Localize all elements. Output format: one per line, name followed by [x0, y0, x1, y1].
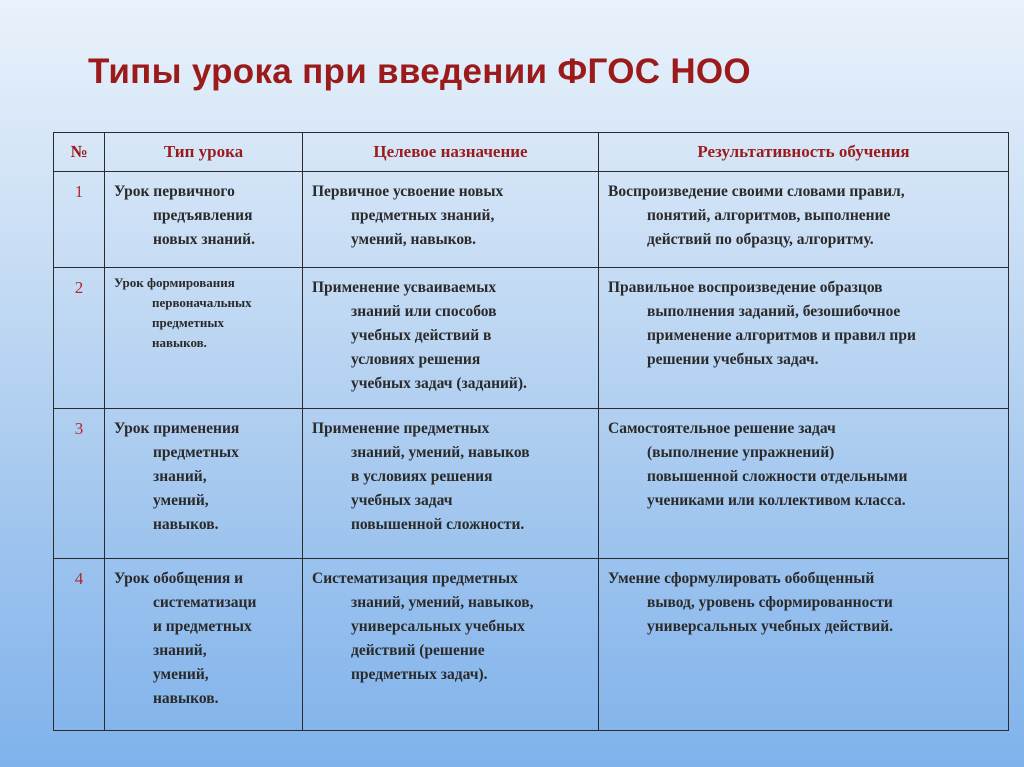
result-cell: Правильное воспроизведение образцов выполнения заданий, безошибочное применение алгоритмов и правил при решении учебных задач. [599, 268, 1009, 409]
header-lesson-type: Тип урока [105, 133, 303, 172]
table-header-row [54, 133, 1009, 172]
header-number: № [54, 133, 105, 172]
lesson-type-cell: Урок первичного предъявления новых знаний. [105, 172, 303, 268]
row-number: 4 [54, 559, 105, 731]
row-number: 2 [54, 268, 105, 409]
lesson-type-cell: Урок применения предметных знаний, умений, навыков. [105, 409, 303, 559]
lesson-type-cell: Урок обобщения и систематизаци и предметных знаний, умений, навыков. [105, 559, 303, 731]
header-result: Результативность обучения [599, 133, 1009, 172]
purpose-cell: Систематизация предметных знаний, умений, навыков, универсальных учебных действий (решение предметных задач). [303, 559, 599, 731]
table-row [54, 268, 1009, 409]
lesson-types-table [53, 132, 1009, 731]
purpose-cell: Применение усваиваемых знаний или способов учебных действий в условиях решения учебных задач (заданий). [303, 268, 599, 409]
table-row [54, 409, 1009, 559]
header-purpose: Целевое назначение [303, 133, 599, 172]
result-cell: Умение сформулировать обобщенный вывод, уровень сформированности универсальных учебных действий. [599, 559, 1009, 731]
slide-title: Типы урока при введении ФГОС НОО [88, 52, 751, 91]
result-cell: Воспроизведение своими словами правил, понятий, алгоритмов, выполнение действий по образцу, алгоритму. [599, 172, 1009, 268]
lesson-type-cell: Урок формирования первоначальных предметных навыков. [105, 268, 303, 409]
row-number: 3 [54, 409, 105, 559]
purpose-cell: Первичное усвоение новых предметных знаний, умений, навыков. [303, 172, 599, 268]
row-number: 1 [54, 172, 105, 268]
table-row [54, 559, 1009, 731]
table-row [54, 172, 1009, 268]
result-cell: Самостоятельное решение задач (выполнение упражнений) повышенной сложности отдельными учениками или коллективом класса. [599, 409, 1009, 559]
purpose-cell: Применение предметных знаний, умений, навыков в условиях решения учебных задач повышенной сложности. [303, 409, 599, 559]
